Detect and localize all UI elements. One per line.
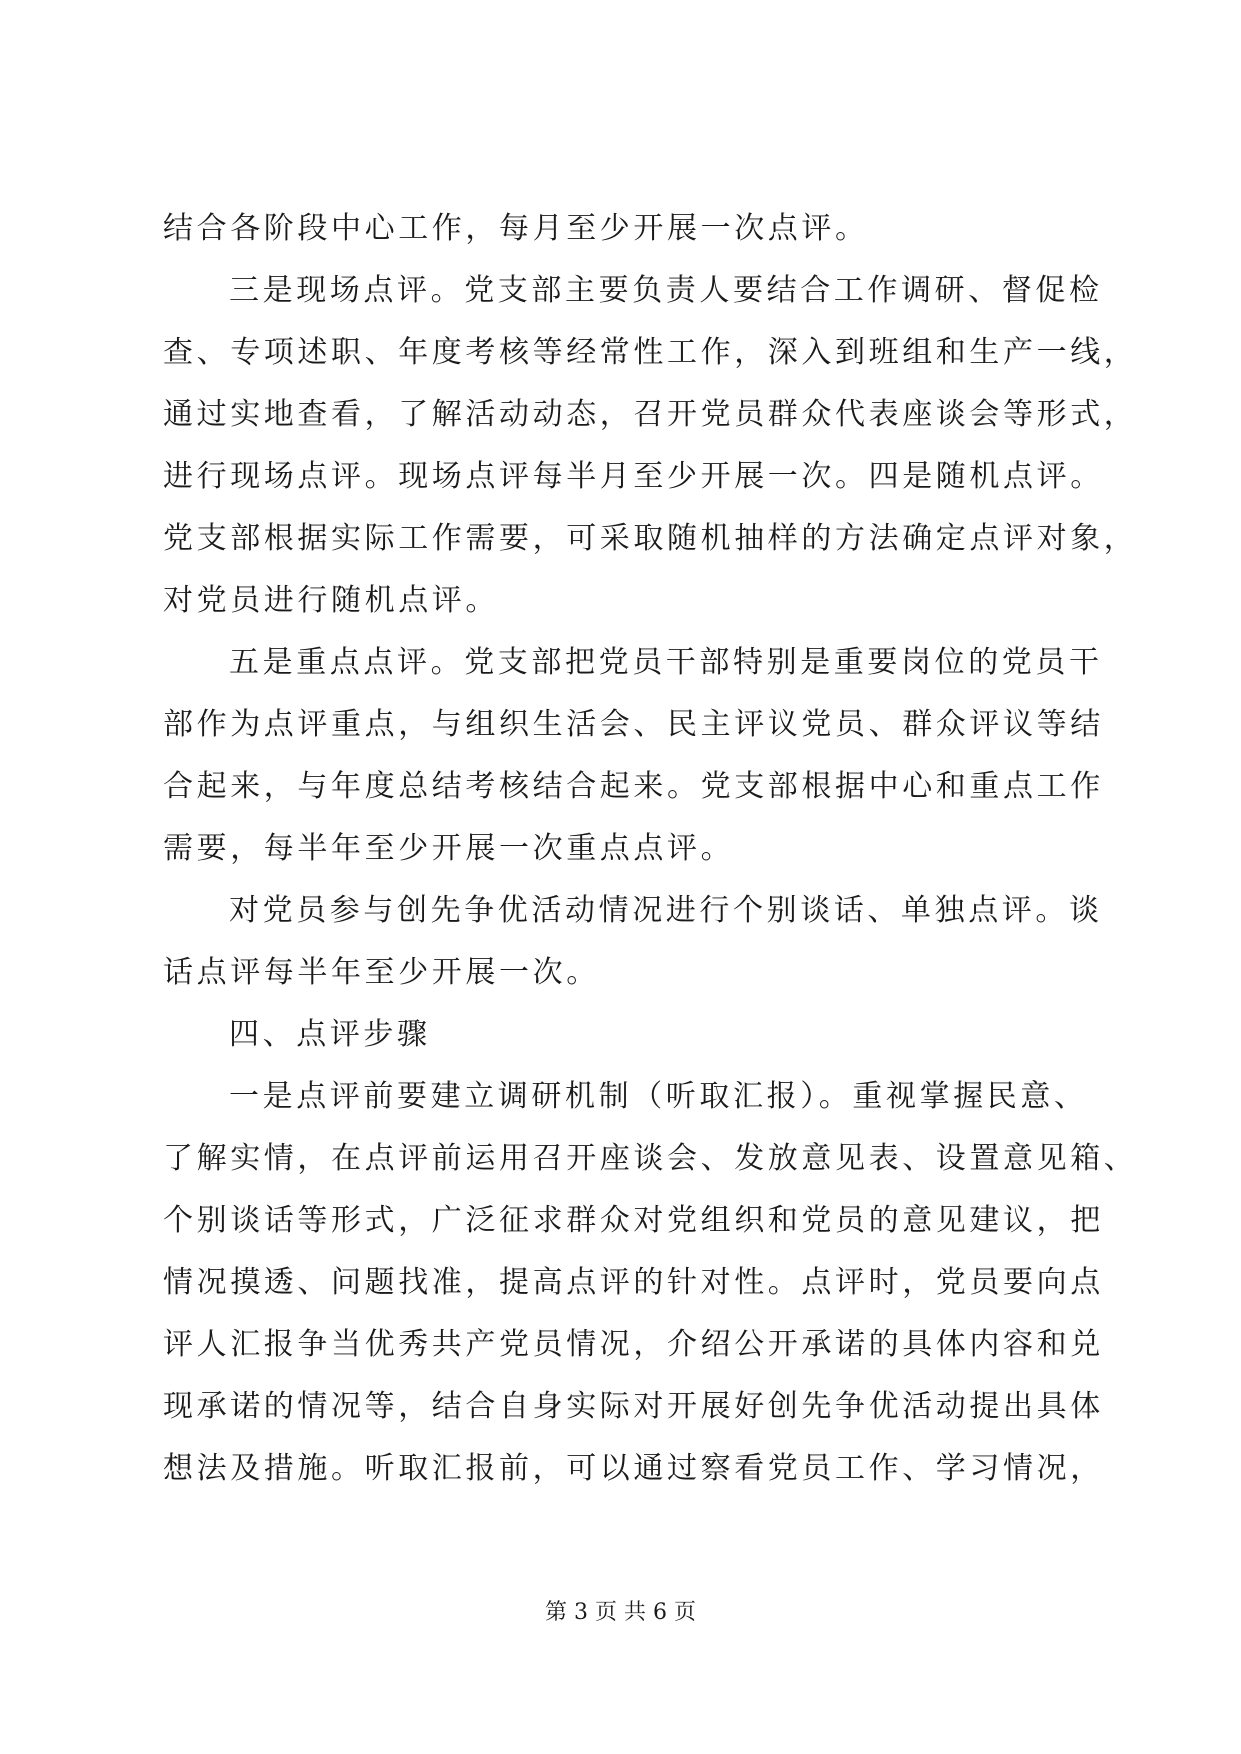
text-line: 进行现场点评。现场点评每半月至少开展一次。四是随机点评。 <box>163 459 1104 494</box>
text-line: 话点评每半年至少开展一次。 <box>163 955 600 990</box>
text-line: 结合各阶段中心工作，每月至少开展一次点评。 <box>163 211 869 246</box>
text-line: 查、专项述职、年度考核等经常性工作，深入到班组和生产一线， <box>163 335 1138 370</box>
text-line: 部作为点评重点，与组织生活会、民主评议党员、群众评议等结 <box>163 707 1104 742</box>
page-footer: 第 3 页 共 6 页 <box>545 1600 696 1625</box>
text-line: 想法及措施。听取汇报前，可以通过察看党员工作、学习情况， <box>163 1451 1104 1486</box>
text-line: 了解实情，在点评前运用召开座谈会、发放意见表、设置意见箱、 <box>163 1141 1138 1176</box>
text-line: 对党员进行随机点评。 <box>163 583 499 618</box>
text-line: 评人汇报争当优秀共产党员情况，介绍公开承诺的具体内容和兑 <box>163 1327 1104 1362</box>
text-line: 合起来，与年度总结考核结合起来。党支部根据中心和重点工作 <box>163 769 1104 804</box>
text-line: 三是现场点评。党支部主要负责人要结合工作调研、督促检 <box>229 273 1103 308</box>
text-line: 一是点评前要建立调研机制（听取汇报）。重视掌握民意、 <box>229 1079 1088 1114</box>
text-line: 需要，每半年至少开展一次重点点评。 <box>163 831 735 866</box>
text-line: 五是重点点评。党支部把党员干部特别是重要岗位的党员干 <box>229 645 1103 680</box>
document-body <box>163 198 1138 1500</box>
text-line: 个别谈话等形式，广泛征求群众对党组织和党员的意见建议，把 <box>163 1203 1104 1238</box>
text-line: 四、点评步骤 <box>229 1017 431 1052</box>
text-line: 党支部根据实际工作需要，可采取随机抽样的方法确定点评对象， <box>163 521 1138 556</box>
text-line: 现承诺的情况等，结合自身实际对开展好创先争优活动提出具体 <box>163 1389 1104 1424</box>
text-line: 情况摸透、问题找准，提高点评的针对性。点评时，党员要向点 <box>163 1265 1104 1300</box>
text-line: 通过实地查看，了解活动动态，召开党员群众代表座谈会等形式， <box>163 397 1138 432</box>
text-line: 对党员参与创先争优活动情况进行个别谈话、单独点评。谈 <box>229 893 1103 928</box>
